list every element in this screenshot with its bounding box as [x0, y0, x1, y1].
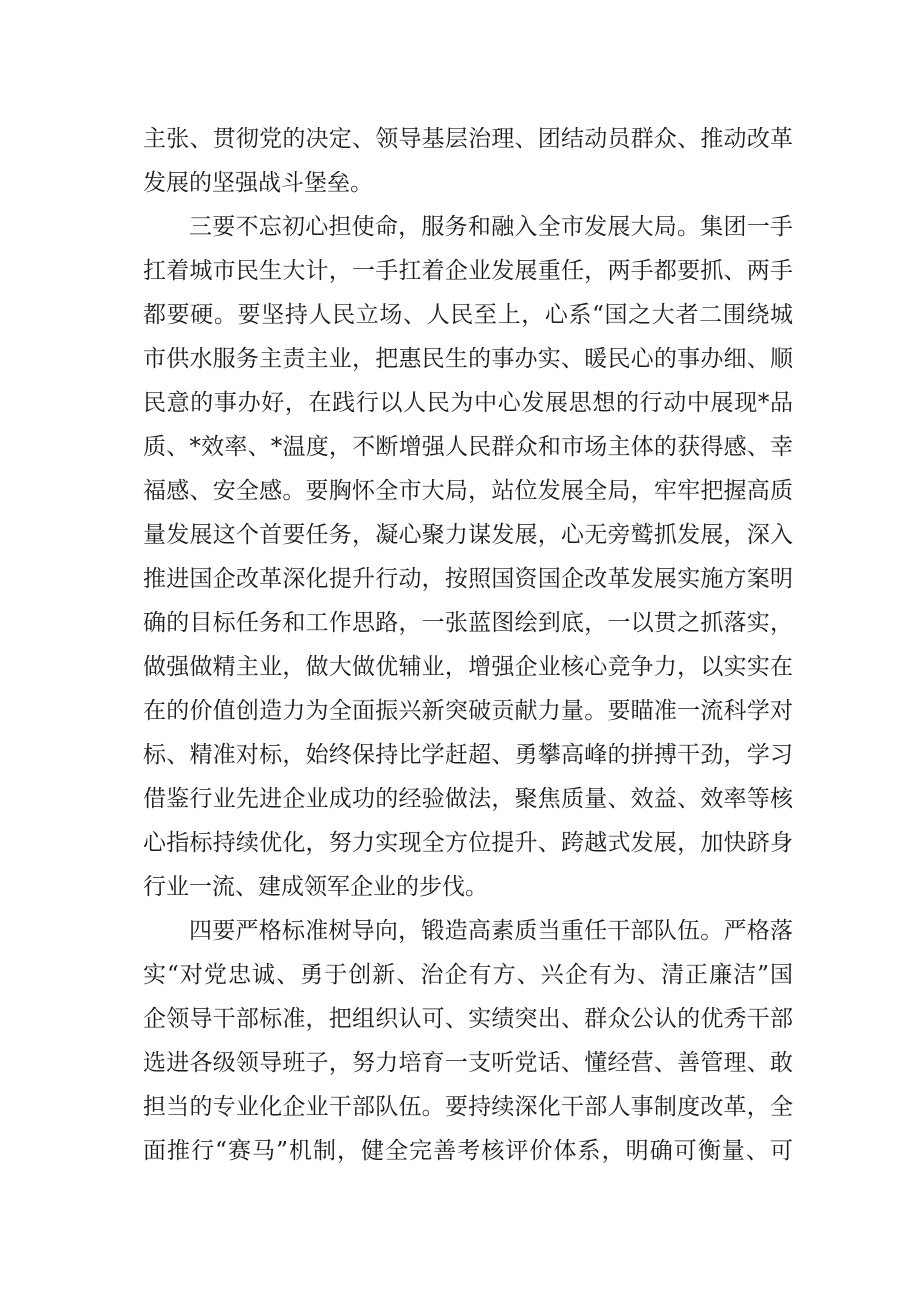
- text-line-10: 量发展这个首要任务，凝心聚力谋发展，心无旁鹫抓发展，深入: [143, 522, 793, 548]
- text-line-6: 市供水服务主责主业，把惠民生的事办实、暖民心的事办细、顺: [143, 346, 793, 372]
- text-line-1: 主张、贯彻党的决定、领导基层治理、团结动员群众、推动改革: [143, 126, 793, 152]
- text-line-7: 民意的事办好，在践行以人民为中心发展思想的行动中展现*品: [143, 390, 793, 416]
- text-line-23: 担当的专业化企业干部队伍。要持续深化干部人事制度改革，全: [143, 1094, 793, 1120]
- text-line-24: 面推行“赛马”机制，健全完善考核评价体系，明确可衡量、可: [143, 1138, 793, 1164]
- text-line-15: 标、精准对标，始终保持比学赶超、勇攀高峰的拼搏干劲，学习: [143, 742, 793, 768]
- text-line-22: 选进各级领导班子，努力培育一支听党话、懂经营、善管理、敢: [143, 1050, 793, 1076]
- text-line-12: 确的目标任务和工作思路，一张蓝图绘到底，一以贯之抓落实，: [143, 610, 793, 636]
- text-line-16: 借鉴行业先进企业成功的经验做法，聚焦质量、效益、效率等核: [143, 786, 793, 812]
- text-line-13: 做强做精主业，做大做优辅业，增强企业核心竞争力，以实实在: [143, 654, 793, 680]
- text-line-3: 三要不忘初心担使命，服务和融入全市发展大局。集团一手: [189, 214, 793, 240]
- text-line-17: 心指标持续优化，努力实现全方位提升、跨越式发展，加快跻身: [143, 830, 793, 856]
- text-line-5: 都要硬。要坚持人民立场、人民至上，心系“国之大者二围绕城: [143, 302, 793, 328]
- text-line-19: 四要严格标准树导向，锻造高素质当重任干部队伍。严格落: [189, 918, 793, 944]
- text-line-14: 在的价值创造力为全面振兴新突破贡献力量。要瞄准一流科学对: [143, 698, 793, 724]
- text-line-11: 推进国企改革深化提升行动，按照国资国企改革发展实施方案明: [143, 566, 793, 592]
- text-line-21: 企领导干部标准，把组织认可、实绩突出、群众公认的优秀干部: [143, 1006, 793, 1032]
- text-line-4: 扛着城市民生大计，一手扛着企业发展重任，两手都要抓、两手: [143, 258, 793, 284]
- text-line-18: 行业一流、建成领军企业的步伐。: [143, 874, 488, 900]
- text-line-9: 福感、安全感。要胸怀全市大局，站位发展全局，牢牢把握高质: [143, 478, 793, 504]
- text-line-8: 质、*效率、*温度，不断增强人民群众和市场主体的获得感、幸: [143, 434, 793, 460]
- text-line-20: 实“对党忠诚、勇于创新、治企有方、兴企有为、清正廉洁”国: [143, 962, 793, 988]
- text-line-2: 发展的坚强战斗堡垒。: [143, 170, 373, 196]
